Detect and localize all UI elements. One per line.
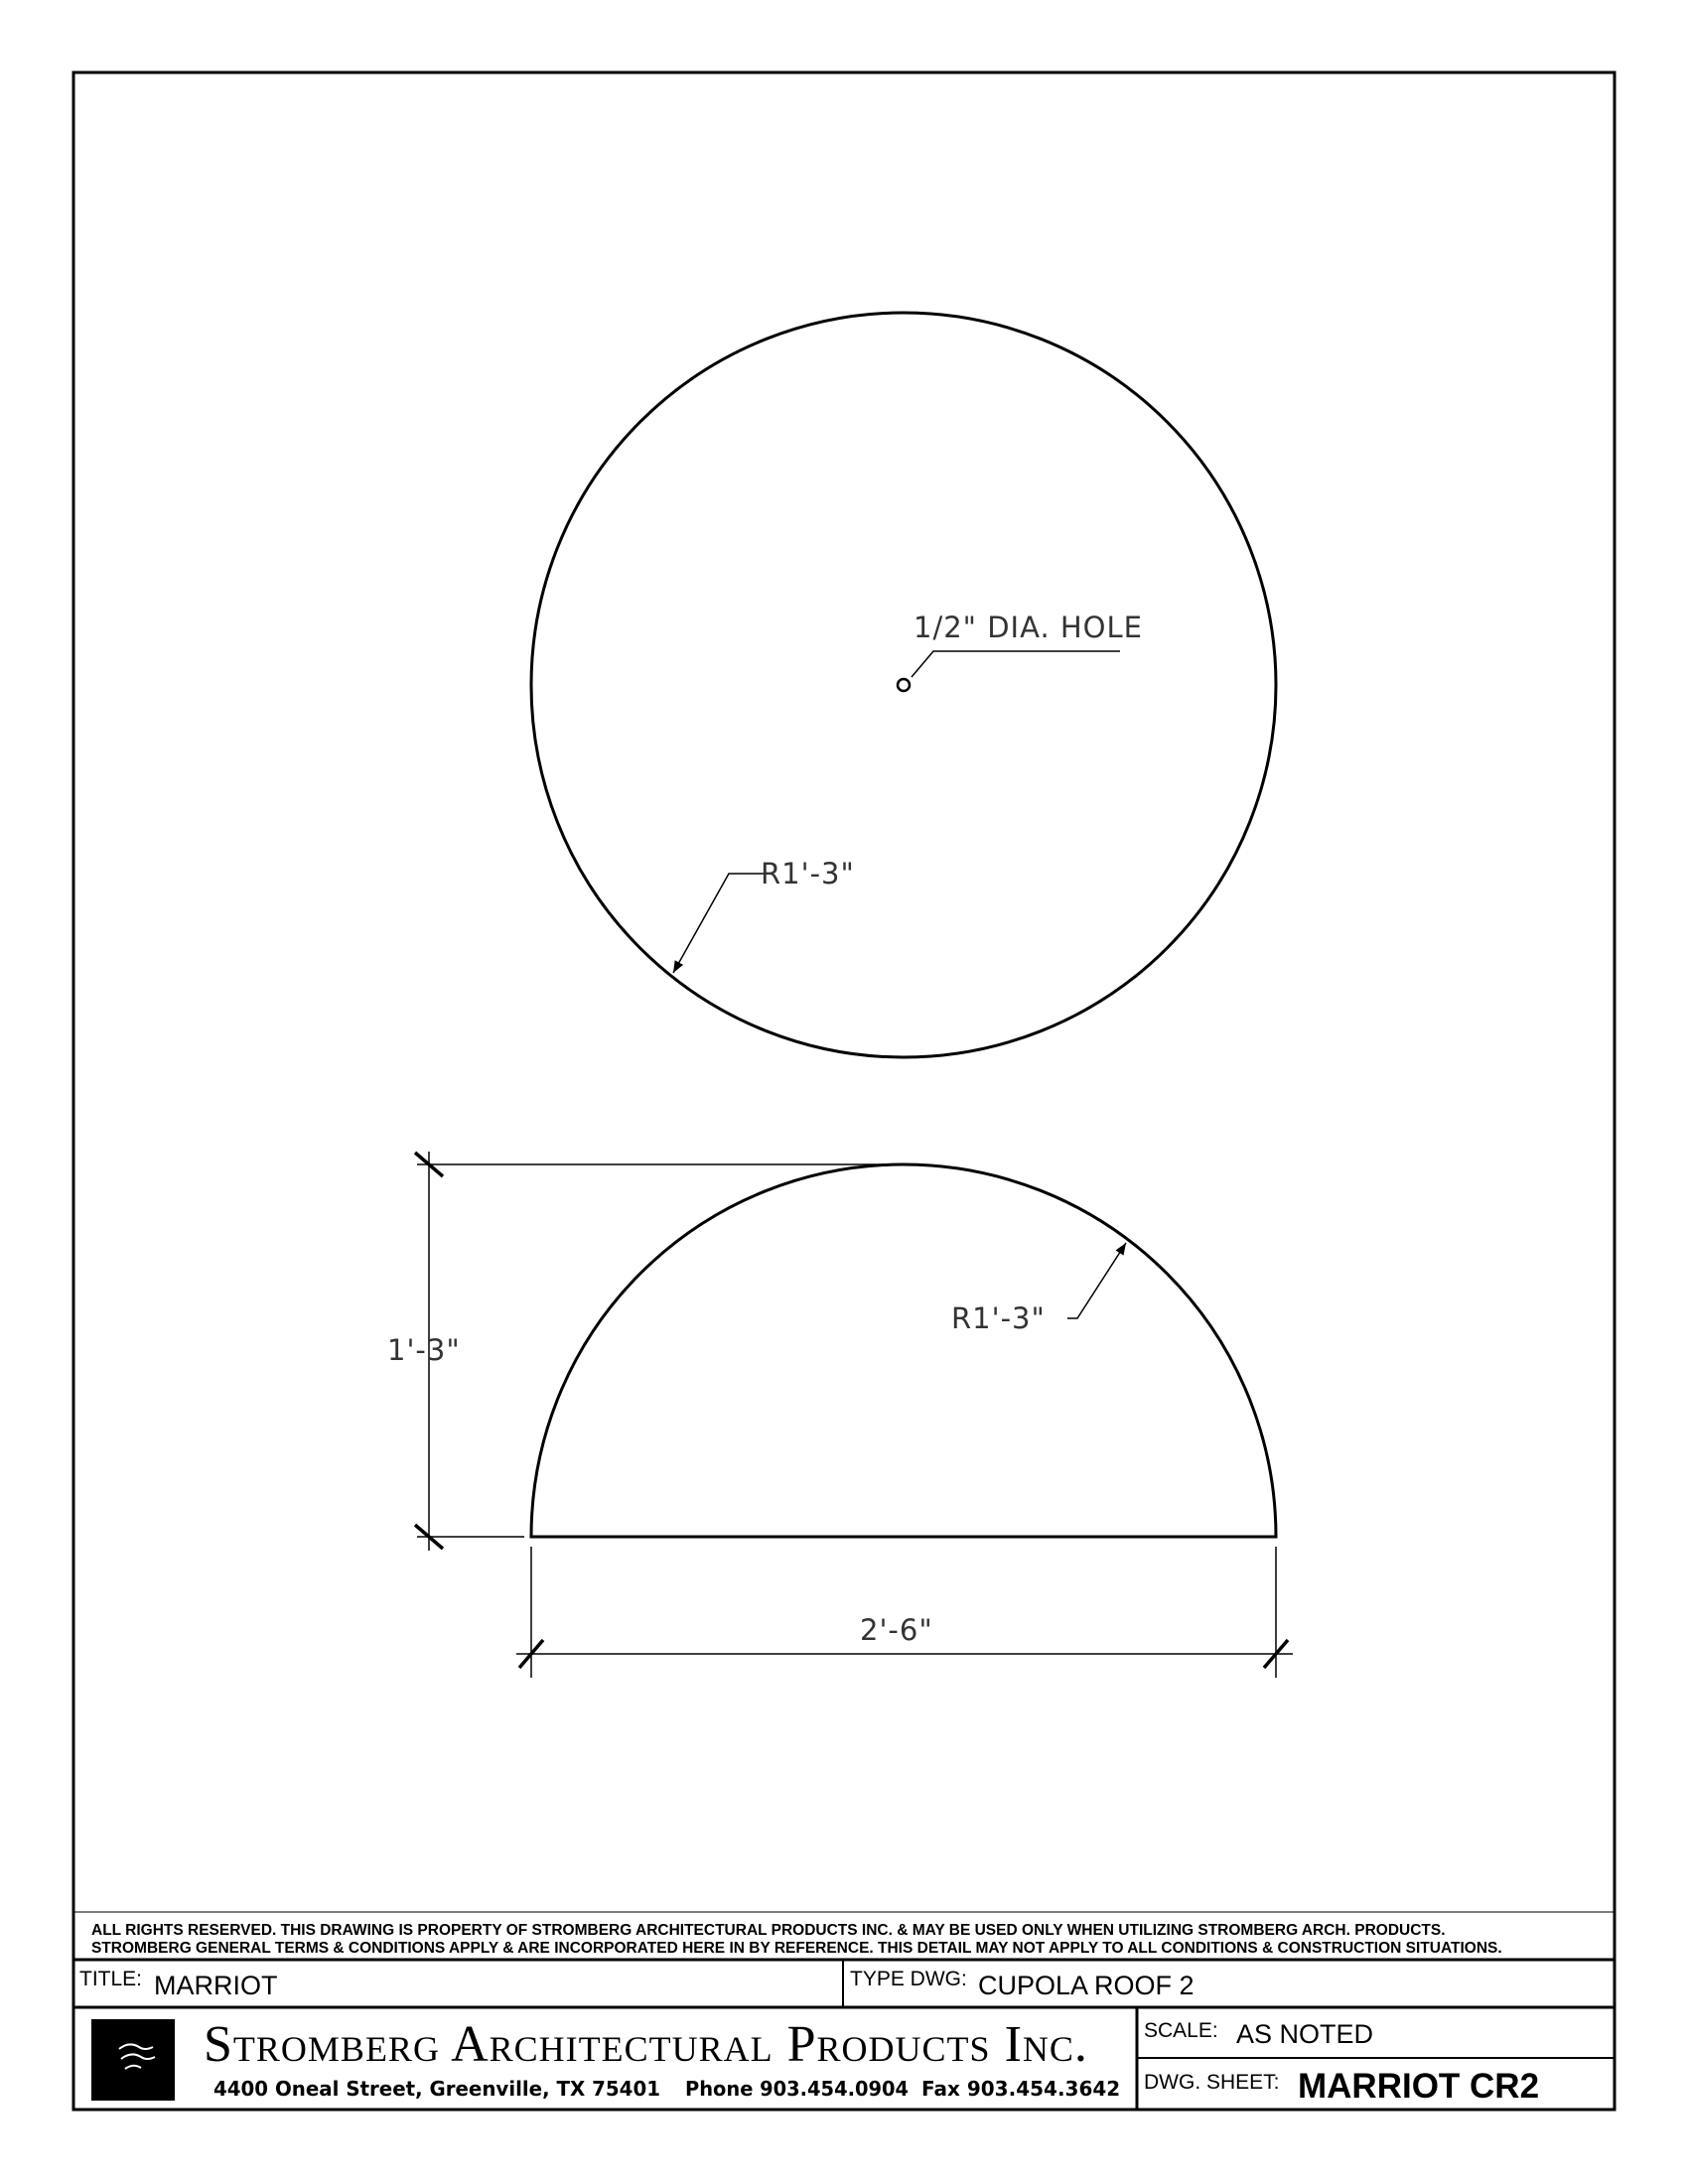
notice-line-2: STROMBERG GENERAL TERMS & CONDITIONS APPLY & ARE INCORPORATED HERE IN BY REFERENCE. THIS DETAIL MAY NOT APPLY TO ALL CONDITIONS & CONSTRUCTION SITUATIONS. — [91, 1940, 1502, 1957]
company-logo — [91, 2019, 175, 2101]
arc-radius-leader — [1067, 1243, 1126, 1318]
sheet-label: DWG. SHEET: — [1144, 2071, 1280, 2094]
title-label: TITLE: — [79, 1968, 143, 1990]
scale-label: SCALE: — [1144, 2019, 1218, 2042]
sheet-value: MARRIOT CR2 — [1298, 2067, 1540, 2106]
company-address: 4400 Oneal Street, Greenville, TX 75401 — [213, 2077, 660, 2101]
circle-radius-leader — [673, 874, 765, 973]
sheet-border — [73, 72, 1615, 2110]
roof-circle — [531, 313, 1276, 1057]
roof-arc — [531, 1164, 1276, 1537]
hole-label: 1/2" DIA. HOLE — [914, 611, 1143, 644]
circle-radius-label: R1'-3" — [761, 857, 855, 890]
width-label: 2'-6" — [860, 1613, 933, 1647]
company-phone: Phone 903.454.0904 — [685, 2077, 909, 2101]
elevation-view — [387, 1152, 1293, 1678]
plan-view — [531, 313, 1276, 1057]
notice-line-1: ALL RIGHTS RESERVED. THIS DRAWING IS PROPERTY OF STROMBERG ARCHITECTURAL PRODUCTS INC. & MAY BE USED ONLY WHEN UTILIZING STROMBERG ARCH. PRODUCTS. — [91, 1922, 1446, 1939]
hole-leader — [912, 651, 1120, 677]
company-name: Stromberg Architectural Products Inc. — [204, 2016, 1088, 2073]
center-hole — [898, 679, 910, 691]
title-value: MARRIOT — [154, 1971, 278, 2000]
title-block — [73, 1912, 1615, 2110]
type-value: CUPOLA ROOF 2 — [978, 1971, 1195, 2000]
arc-radius-label: R1'-3" — [951, 1301, 1046, 1335]
scale-value: AS NOTED — [1236, 2019, 1374, 2049]
company-fax: Fax 903.454.3642 — [921, 2077, 1121, 2101]
type-label: TYPE DWG: — [850, 1968, 967, 1990]
height-label: 1'-3" — [387, 1333, 461, 1367]
